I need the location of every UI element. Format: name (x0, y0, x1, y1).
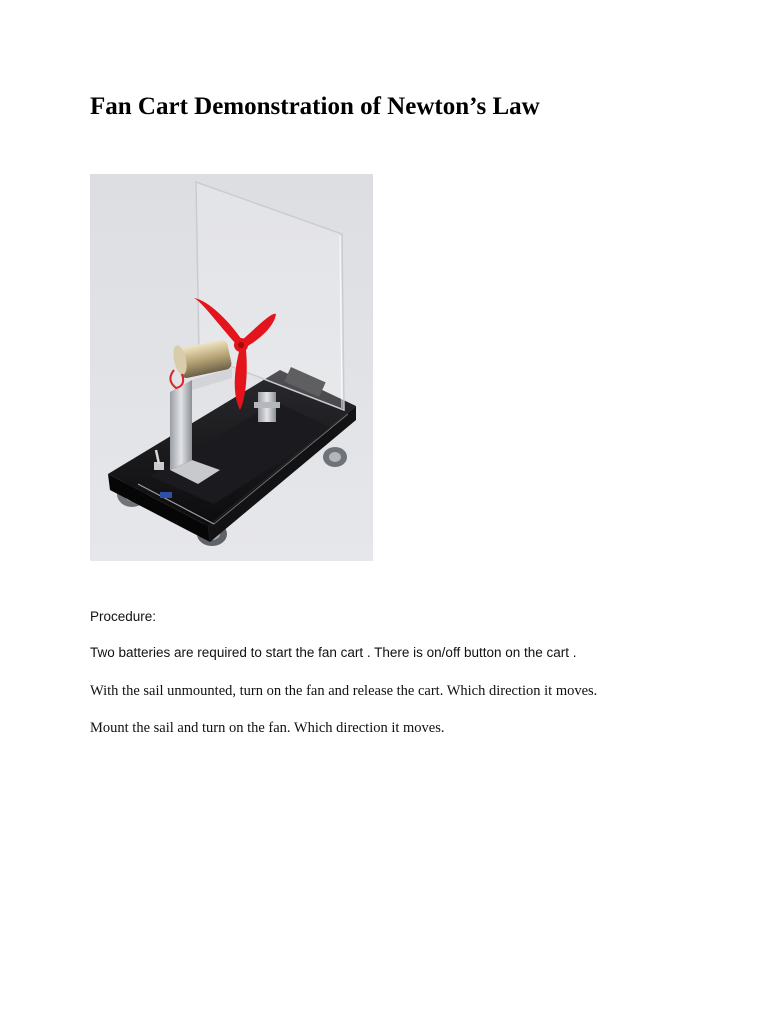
procedure-step-3: Mount the sail and turn on the fan. Which direction it moves. (90, 720, 445, 736)
fan-cart-photo (90, 174, 373, 561)
document-title: Fan Cart Demonstration of Newton’s Law (90, 93, 540, 120)
procedure-label: Procedure: (90, 609, 157, 624)
procedure-step-2: With the sail unmounted, turn on the fan and release the cart. Which direction it moves. (90, 683, 598, 699)
procedure-step-1: Two batteries are required to start the fan cart . There is on/off button on the cart . (90, 645, 577, 660)
